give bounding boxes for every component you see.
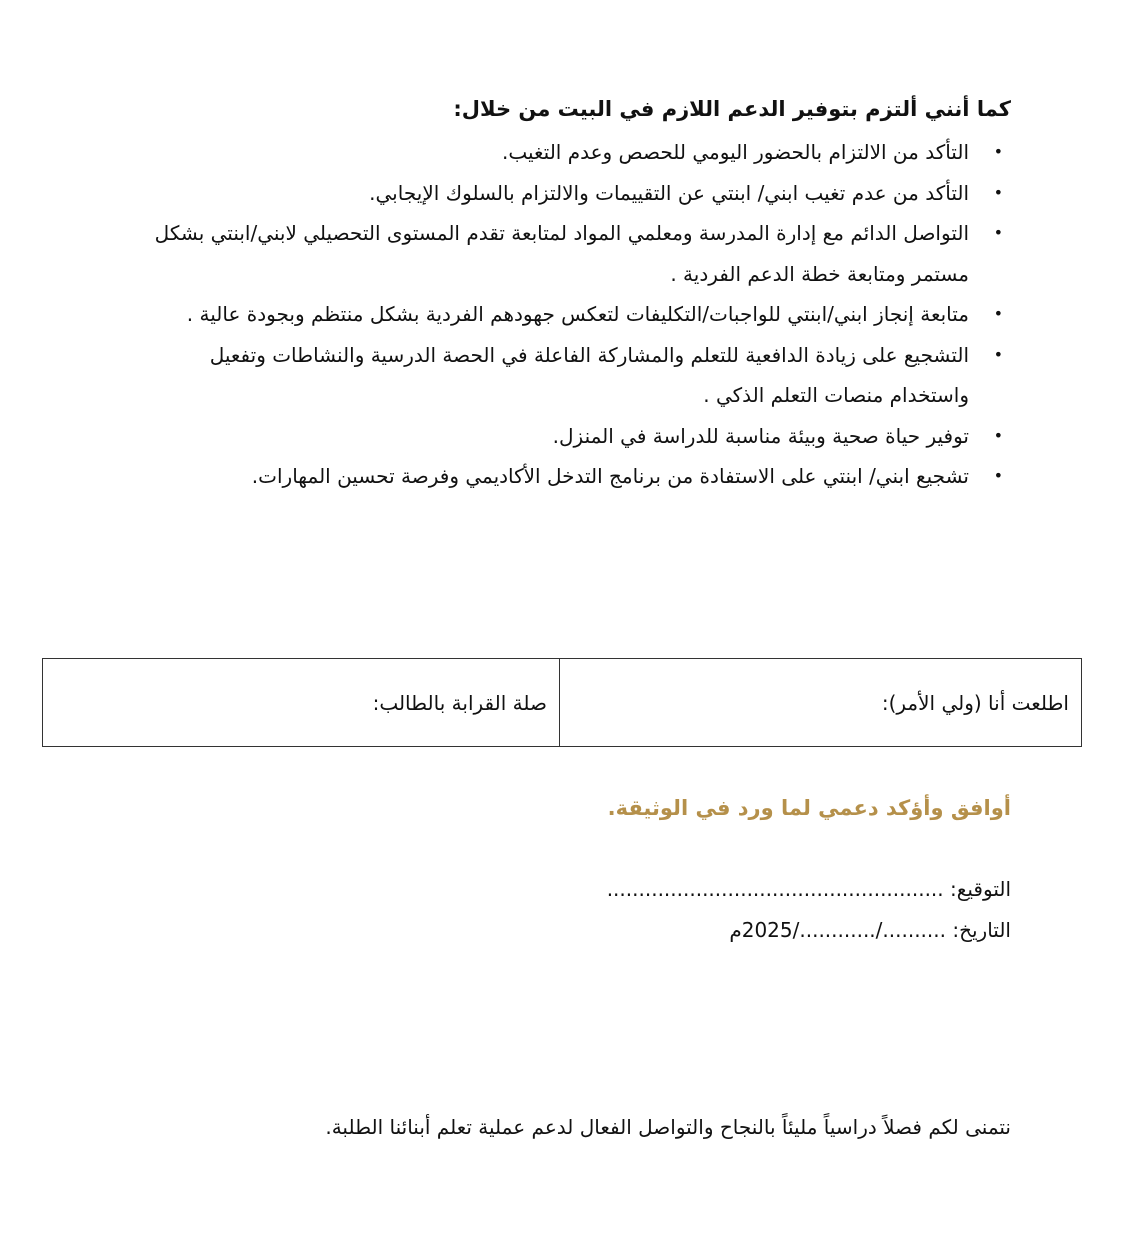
list-item-text: التأكد من الالتزام بالحضور اليومي للحصص وعدم التغيب. — [501, 140, 969, 164]
list-item — [139, 335, 1003, 416]
bullet-icon: • — [993, 182, 1003, 202]
list-item — [139, 416, 1003, 457]
guardian-name-label: اطلعت أنا (ولي الأمر): — [881, 690, 1069, 715]
bullet-icon: • — [993, 304, 1003, 323]
bullet-icon: • — [993, 344, 1003, 364]
list-item-text: التواصل الدائم مع إدارة المدرسة ومعلمي المواد لمتابعة تقدم المستوى التحصيلي لابني/ابنتي بشكل مستمر ومتابعة خطة الدعم الفردية . — [154, 221, 969, 286]
list-item-text: متابعة إنجاز ابني/ابنتي للواجبات/التكليفات لتعكس جهودهم الفردية بشكل منتظم وبجودة عالية . — [186, 302, 969, 326]
list-item — [139, 173, 1003, 214]
list-item — [139, 456, 1003, 497]
list-item-text: تشجيع ابني/ ابنتي على الاستفادة من برنامج التدخل الأكاديمي وفرصة تحسين المهارات. — [251, 464, 969, 488]
list-item — [139, 132, 1003, 173]
guardian-info-table — [42, 658, 1082, 747]
list-item-text: التأكد من عدم تغيب ابني/ ابنتي عن التقييمات والالتزام بالسلوك الإيجابي. — [369, 180, 969, 205]
list-item — [139, 294, 1003, 335]
agreement-statement: أوافق وأؤكد دعمي لما ورد في الوثيقة. — [607, 796, 1011, 820]
signature-line[interactable]: التوقيع: ..................................................... — [606, 877, 1011, 901]
list-item-text: توفير حياة صحية وبيئة مناسبة للدراسة في المنزل. — [552, 423, 969, 448]
closing-message: نتمنى لكم فصلاً دراسياً مليئاً بالنجاح والتواصل الفعال لدعم عملية تعلم أبنائنا الطلبة. — [325, 1115, 1011, 1139]
commitment-list — [139, 132, 1003, 497]
bullet-icon: • — [993, 466, 1003, 485]
guardian-name-field[interactable] — [560, 659, 1082, 747]
bullet-icon: • — [993, 223, 1003, 242]
list-item — [139, 213, 1003, 294]
bullet-icon: • — [993, 142, 1003, 161]
list-item-text: التشجيع على زيادة الدافعية للتعلم والمشاركة الفاعلة في الحصة الدرسية والنشاطات وتفعيل واستخدام منصات التعلم الذكي . — [209, 342, 969, 407]
commitment-heading: كما أنني ألتزم بتوفير الدعم اللازم في البيت من خلال: — [453, 97, 1011, 121]
relation-label: صلة القرابة بالطالب: — [372, 690, 547, 715]
date-line[interactable]: التاريخ: ........../............/2025م — [729, 918, 1011, 942]
table-row — [43, 659, 1082, 747]
bullet-icon: • — [993, 425, 1003, 445]
relation-field[interactable] — [43, 659, 560, 747]
